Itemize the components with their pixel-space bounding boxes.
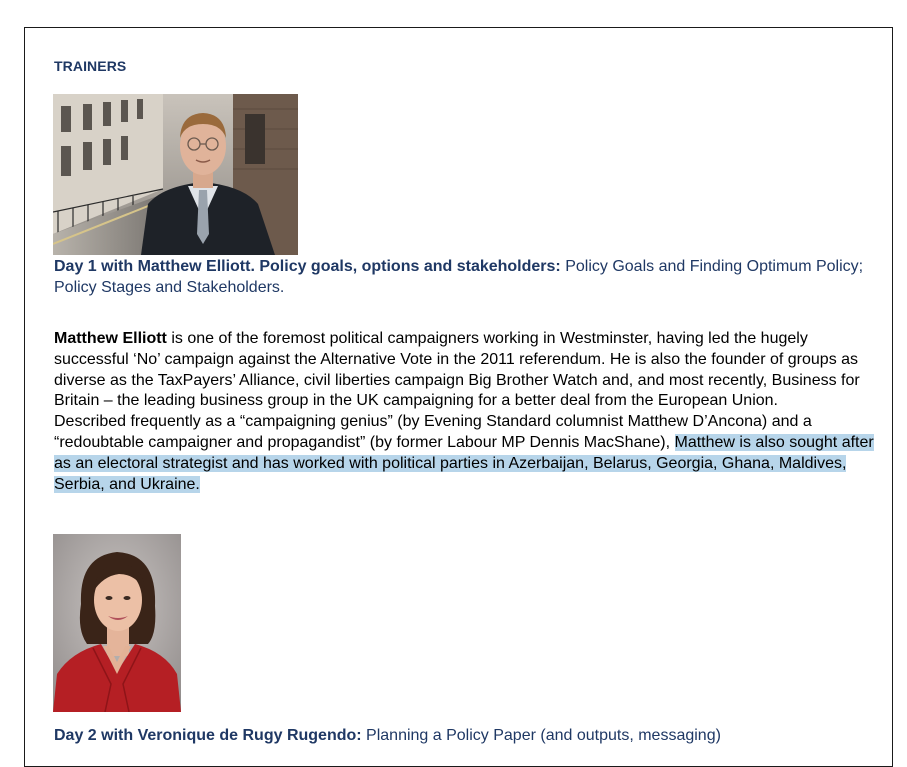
trainer1-bio-paragraph-1: [54, 329, 879, 412]
trainer1-day-heading: Day 1 with Matthew Elliott. Policy goals, options and stakeholders:: [54, 258, 561, 275]
trainer2-day-topics: Planning a Policy Paper (and outputs, messaging): [361, 727, 721, 744]
trainer2-photo: [53, 534, 181, 712]
highlighted-text-selection[interactable]: Matthew is also sought after as an electoral strategist and has worked with political parties in Azerbaijan, Belarus, Georgia, Ghana, Maldives, Serbia, and Ukraine.: [54, 433, 874, 493]
document-page: [24, 27, 893, 767]
trainer1-bio-paragraph-2: [54, 412, 879, 495]
trainer2-day-heading: Day 2 with Veronique de Rugy Rugendo:: [54, 727, 362, 744]
trainer1-bio-text: is one of the foremost political campaigners working in Westminster, having led the hugely successful ‘No’ campaign against the Alternative Vote in the 2011 referendum. He is also the founder of groups as diverse as the TaxPayers’ Alliance, civil liberties campaign Big Brother Watch and, and most recently, Business for Britain – the leading business group in the UK campaigning for a better deal from the European Union.: [54, 330, 860, 410]
trainer1-day-topics: Policy Goals and Finding Optimum Policy; Policy Stages and Stakeholders.: [54, 258, 864, 296]
trainer1-day-description: [54, 257, 879, 299]
trainer1-bio: [54, 329, 879, 495]
trainer1-bio-name: Matthew Elliott: [54, 330, 167, 347]
trainer1-bio-text-2: Described frequently as a “campaigning genius” (by Evening Standard columnist Matthew D’Ancona) and a “redoubtable campaigner and propagandist” (by former Labour MP Dennis MacShane),: [54, 413, 812, 451]
trainer1-photo: [53, 94, 298, 255]
trainer2-day-description: [54, 726, 879, 747]
section-title: TRAINERS: [54, 58, 127, 74]
